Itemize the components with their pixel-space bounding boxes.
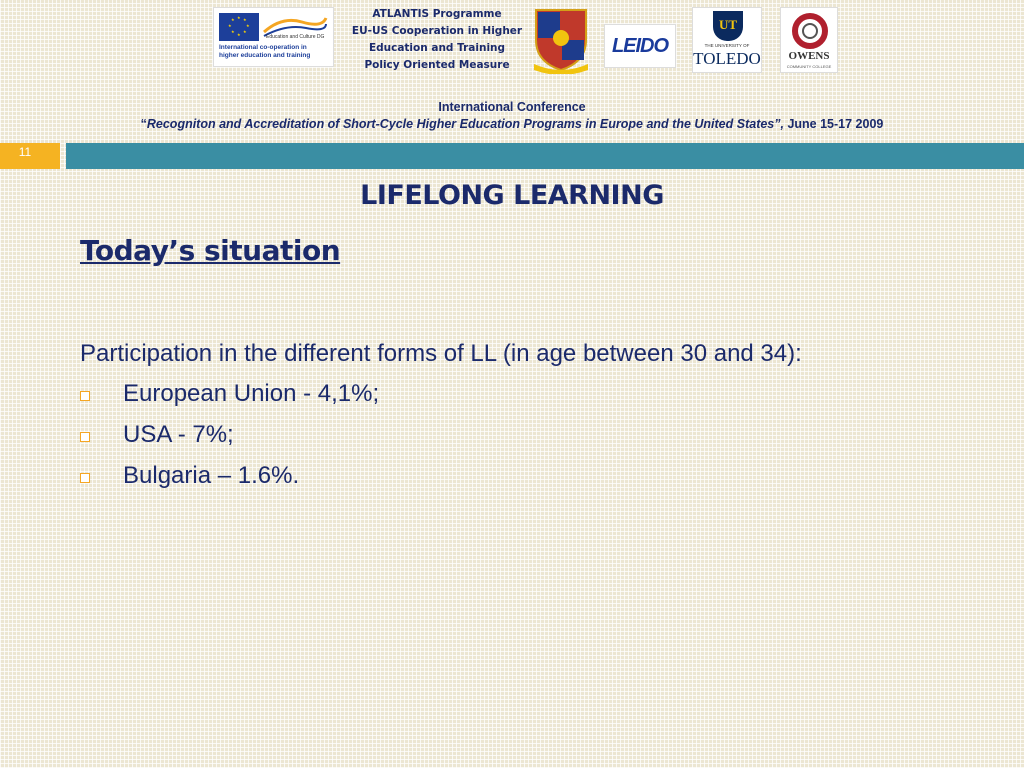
owens-community-college-logo: OWENS COMMUNITY COLLEGE (780, 7, 838, 73)
ut-shield-icon: UT (713, 11, 743, 41)
slide-number: 11 (18, 145, 32, 159)
square-bullet-icon (80, 432, 90, 442)
leido-logo: LEIDO (604, 24, 676, 68)
slide-heading: LIFELONG LEARNING (360, 180, 664, 211)
eu-logo-dg-caption: Education and Culture DG (266, 34, 325, 40)
square-bullet-icon (80, 391, 90, 401)
owens-ring-icon (792, 13, 828, 49)
conference-subtitle: “Recogniton and Accreditation of Short-Cycle Higher Education Programs in Europe and the United States”, June 15-17 2009 (140, 117, 884, 131)
conference-title: International Conference (438, 100, 586, 114)
header-divider-bar (66, 143, 1024, 169)
university-crest-logo (530, 6, 592, 74)
university-of-toledo-logo: UT THE UNIVERSITY OF TOLEDO (692, 7, 762, 73)
atlantis-programme-text: ATLANTIS Programme EU-US Cooperation in Higher Education and Training Policy Oriented Measure (351, 8, 523, 71)
eu-logo-caption: International co-operation in higher education and training (219, 44, 311, 59)
eu-education-culture-logo (213, 7, 334, 67)
slide-subheading: Today’s situation (80, 234, 341, 267)
square-bullet-icon (80, 473, 90, 483)
intro-text: Participation in the different forms of LL (in age between 30 and 34): (80, 340, 802, 367)
eu-flag-icon: ★ ★ ★ ★ ★ ★ ★ ★ (219, 13, 259, 41)
